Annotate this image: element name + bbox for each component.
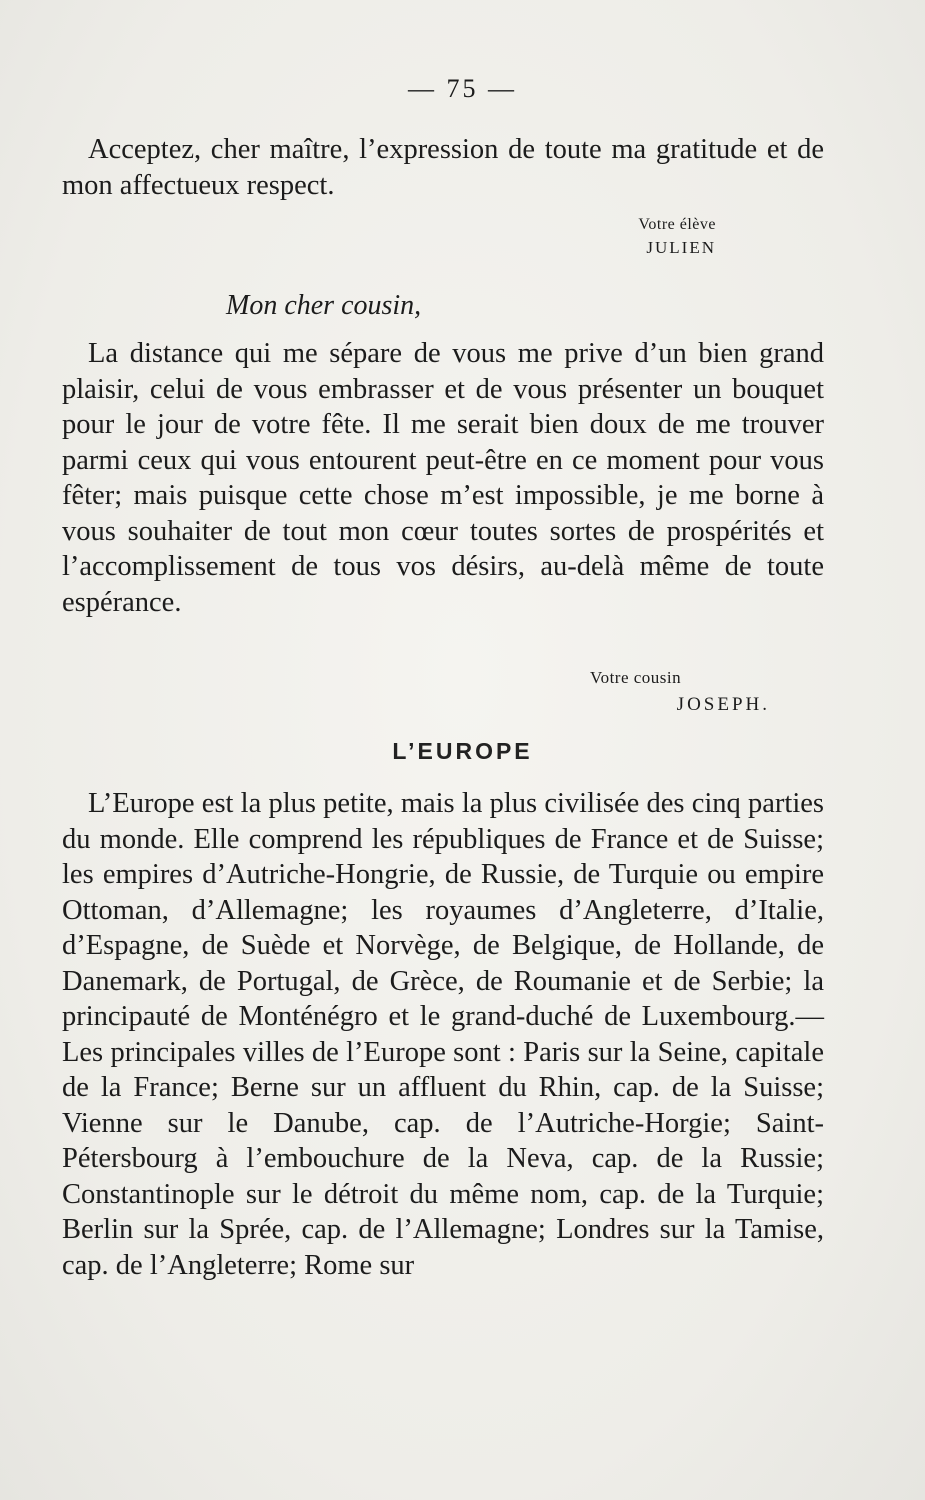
letter1-closing-text: Acceptez, cher maître, l’expression de toute ma gratitude et de mon affectueux respect. xyxy=(62,134,824,201)
letter1-signature-name: JULIEN xyxy=(646,238,716,257)
letter1-closing xyxy=(62,132,824,203)
letter2-salutation: Mon cher cousin, xyxy=(226,290,422,321)
letter2-body-text: La distance qui me sépare de vous me prive d’un bien grand plaisir, celui de vous embrasser et de vous présenter un bouquet pour le jour de votre fête. Il me serait bien doux de me trouver parmi ceux qui vous entourent peut-être en ce moment pour vous fêter; mais puisque cette chose m’est impossible, je me borne à vous souhaiter de tout mon cœur toutes sortes de prospérités et l’accomplissement de tous vos désirs, au-delà même de toute espérance. xyxy=(62,338,824,618)
page-number: — 75 — xyxy=(408,74,517,103)
letter2-signature-name: JOSEPH. xyxy=(676,694,770,715)
letter1-signature-title: Votre élève xyxy=(638,216,716,233)
section-heading: L’EUROPE xyxy=(392,738,533,764)
section-body-text: L’Europe est la plus petite, mais la plus civilisée des cinq parties du monde. Elle comprend les républiques de France et de Suisse; les empires d’Autriche-Hongrie, de Russie, de Turquie ou empire Ottoman, d’Allemagne; les royaumes d’Angleterre, d’Italie, d’Espagne, de Suède et Norvège, de Belgique, de Hollande, de Danemark, de Portugal, de Grèce, de Roumanie et de Serbie; la principauté de Monténégro et le grand-duché de Luxembourg.—Les principales villes de l’Europe sont : Paris sur la Seine, capitale de la France; Berne sur un affluent du Rhin, cap. de la Suisse; Vienne sur le Danube, cap. de l’Autriche-Horgie; Saint-Pétersbourg à l’embouchure de la Neva, cap. de la Russie; Constantinople sur le détroit du même nom, cap. de la Turquie; Berlin sur la Sprée, cap. de l’Allemagne; Londres sur la Tamise, cap. de l’Angleterre; Rome sur xyxy=(62,788,824,1281)
letter2-body xyxy=(62,336,824,620)
letter2-signature-title: Votre cousin xyxy=(590,668,682,687)
letter2-signature xyxy=(590,668,770,716)
letter1-signature xyxy=(580,216,716,258)
section-body xyxy=(62,786,824,1283)
